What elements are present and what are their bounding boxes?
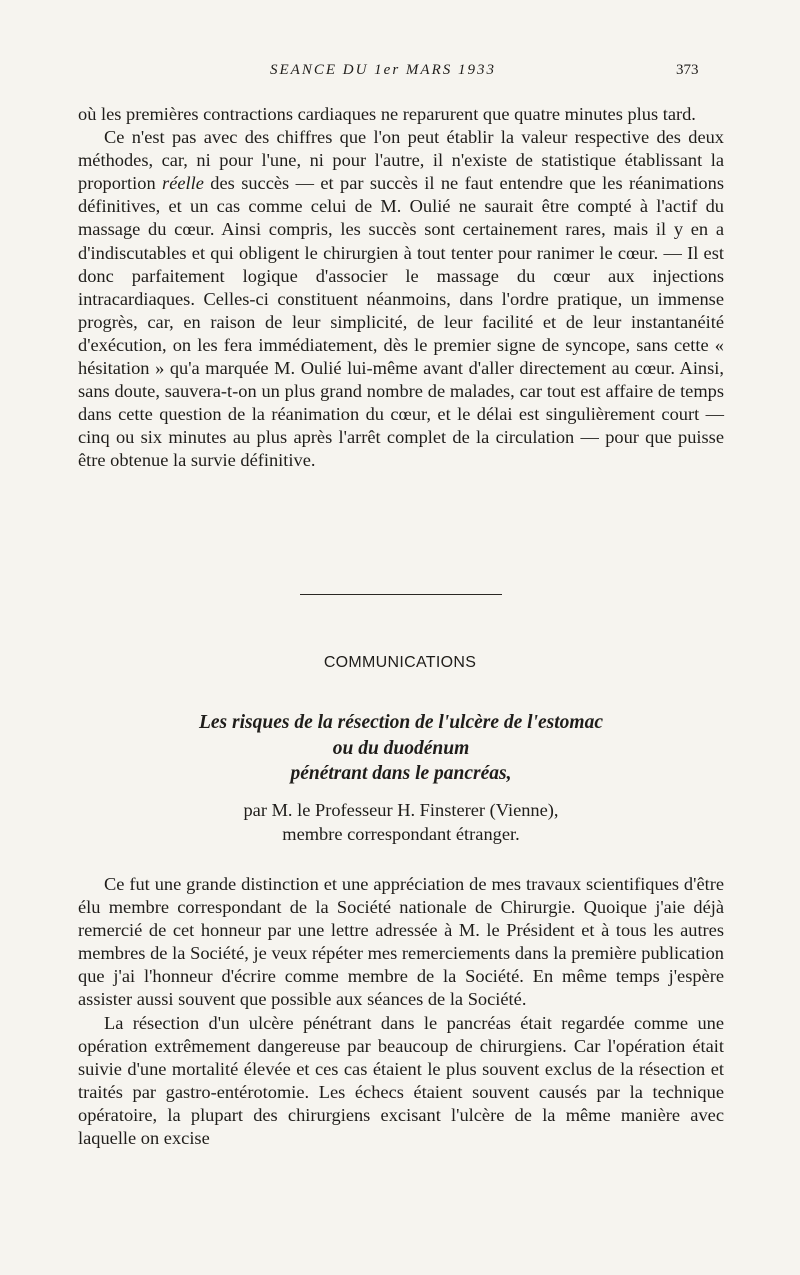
section-heading: COMMUNICATIONS <box>323 654 477 671</box>
top-text-block <box>78 103 724 473</box>
article-title-line: ou du duodénum <box>332 737 470 759</box>
paragraph: où les premières contractions cardiaques ne reparurent que quatre minutes plus tard. <box>78 104 696 124</box>
article-title-line: Les risques de la résection de l'ulcère de l'estomac <box>198 712 603 733</box>
byline-author: par M. le Professeur H. Finsterer (Vienne), <box>243 800 559 820</box>
text-run: Ce n'est pas avec des chiffres que l'on peut établir la valeur respective des deux méthodes, car, ni pour l'une, ni pour l'autre, il n'existe de statistique établissant la proportion <box>78 127 724 194</box>
byline-affiliation: membre correspondant étranger. <box>282 824 520 844</box>
page-number: 373 <box>676 62 699 78</box>
byline <box>78 798 724 846</box>
paragraph <box>78 126 724 472</box>
paragraph: La résection d'un ulcère pénétrant dans le pancréas était regardée comme une opération extrêmement dangereuse par beaucoup de chirurgiens. Car l'opération était suivie d'une mortalité élevée et ces cas étaient le plus souvent exclus de la résection et traités par gastro-entérotomie. Les échecs étaient souvent causés par la technique opératoire, la plupart des chirurgiens excisant l'ulcère de la même manière avec laquelle on excise <box>78 1012 724 1149</box>
article-body <box>78 873 724 1150</box>
emphasis-word: réelle <box>162 173 204 194</box>
running-title: SEANCE DU 1er MARS 1933 <box>270 62 496 78</box>
running-head <box>0 62 800 84</box>
article-title-line: pénétrant dans le pancréas, <box>290 763 512 784</box>
paragraph: Ce fut une grande distinction et une appréciation de mes travaux scientifiques d'être élu membre correspondant de la Société nationale de Chirurgie. Quoique j'aie déjà remercié de cet honneur par une lettre adressée à M. le Président et à tous les autres membres de la Société, je veux répéter mes remerciements dans la première publication que j'ai l'honneur d'écrire comme membre de la Société. En même temps j'espère assister aussi souvent que possible aux séances de la Société. <box>78 874 724 1010</box>
section-divider <box>300 594 502 595</box>
article-title <box>78 710 724 787</box>
text-run: des succès — et par succès il ne faut entendre que les réanimations définitives, et un cas comme celui de M. Oulié ne saurait être compté à l'actif du massage du cœur. Ainsi compris, les succès sont certainement rares, mais il y en a d'indiscutables et qui obligent le chirurgien à tout tenter pour ranimer le cœur. — Il est donc parfaitement logique d'associer le massage du cœur aux injections intracardiaques. Celles-ci constituent néanmoins, dans l'ordre pratique, un immense progrès, car, en raison de leur simplicité, de leur facilité et de leur instantanéité d'exécution, on les fera immédiatement, dès le premier signe de syncope, sans cette « hésitation » qu'a marquée M. Oulié lui-même avant d'aller directement au cœur. Ainsi, sans doute, sauvera-t-on un plus grand nombre de malades, car tout est affaire de temps dans cette question de la réanimation du cœur, et le délai est singulièrement court — cinq ou six minutes au plus après l'arrêt complet de la circulation — pour que puisse être obtenue la survie définitive. <box>78 173 724 471</box>
